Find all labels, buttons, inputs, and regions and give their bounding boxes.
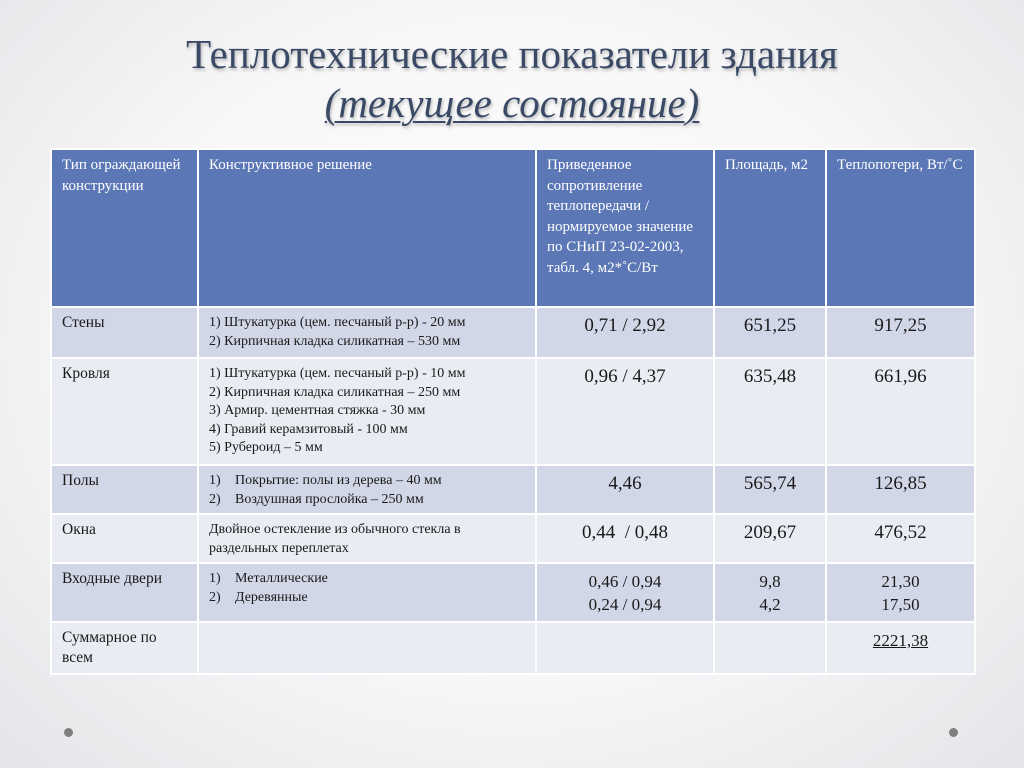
list-number: 2) bbox=[209, 491, 221, 507]
cell-resistance: 0,44 / 0,48 bbox=[536, 514, 714, 563]
list-number: 2) bbox=[209, 589, 221, 605]
layer-item: 5) Рубероид – 5 мм bbox=[209, 440, 323, 455]
cell-type: Входные двери bbox=[51, 563, 198, 622]
title-line-1: Теплотехнические показатели здания bbox=[186, 31, 838, 77]
cell-heat-loss: 661,96 bbox=[826, 358, 975, 465]
layer-item bbox=[209, 472, 525, 491]
value-line: 9,8 bbox=[759, 572, 781, 591]
table-row-walls bbox=[51, 307, 975, 358]
layer-item: 4) Гравий керамзитовый - 100 мм bbox=[209, 421, 408, 437]
table-row-windows bbox=[51, 514, 975, 563]
cell-heat-loss bbox=[826, 563, 975, 622]
cell-area: 209,67 bbox=[714, 514, 826, 563]
layer-item: 2) Кирпичная кладка силикатная – 250 мм bbox=[209, 384, 461, 400]
list-text: Покрытие: полы из дерева – 40 мм bbox=[235, 473, 442, 488]
cell-construction: Двойное остекление из обычного стекла в раздельных переплетах bbox=[198, 514, 536, 563]
layer-item: 2) Кирпичная кладка силикатная – 530 мм bbox=[209, 333, 461, 349]
cell-heat-loss: 126,85 bbox=[826, 465, 975, 514]
value-line: 4,2 bbox=[759, 595, 781, 614]
list-text: Воздушная прослойка – 250 мм bbox=[235, 491, 424, 507]
cell-resistance: 0,96 / 4,37 bbox=[536, 358, 714, 465]
cell-area bbox=[714, 563, 826, 622]
cell-area: 565,74 bbox=[714, 465, 826, 514]
table-row-roof bbox=[51, 358, 975, 465]
table-header-row bbox=[51, 149, 975, 307]
cell-resistance bbox=[536, 563, 714, 622]
cell-type: Полы bbox=[51, 465, 198, 514]
value-line: 17,50 bbox=[881, 595, 920, 614]
value-line: 0,46 / 0,94 bbox=[588, 572, 662, 591]
layer-item bbox=[209, 589, 525, 608]
cell-construction bbox=[198, 358, 536, 465]
layer-item: 1) Штукатурка (цем. песчаный р-р) - 10 мм bbox=[209, 366, 466, 381]
layer-item: 1) Штукатурка (цем. песчаный р-р) - 20 мм bbox=[209, 315, 466, 330]
cell-area: 651,25 bbox=[714, 307, 826, 358]
cell-heat-loss: 476,52 bbox=[826, 514, 975, 563]
slide-title bbox=[0, 30, 1024, 128]
value-line: 0,24 / 0,94 bbox=[588, 595, 662, 614]
table-row-floors bbox=[51, 465, 975, 514]
thermal-indicators-table bbox=[50, 148, 976, 675]
header-area: Площадь, м2 bbox=[714, 149, 826, 307]
cell-construction bbox=[198, 465, 536, 514]
table-row-total bbox=[51, 622, 975, 674]
cell-area: 635,48 bbox=[714, 358, 826, 465]
cell-resistance: 0,71 / 2,92 bbox=[536, 307, 714, 358]
list-number: 1) bbox=[209, 473, 221, 488]
cell-resistance: 4,46 bbox=[536, 465, 714, 514]
header-resistance: Приведенное сопротивление теплопередачи / нормируемое значение по СНиП 23-02-2003, табл. 4, м2*˚С/Вт bbox=[536, 149, 714, 307]
list-text: Деревянные bbox=[235, 589, 308, 605]
bullet-dot-icon bbox=[949, 728, 958, 737]
cell-type: Стены bbox=[51, 307, 198, 358]
cell-construction bbox=[198, 307, 536, 358]
layer-item bbox=[209, 491, 525, 510]
cell-empty bbox=[198, 622, 536, 674]
cell-type: Суммарное по всем bbox=[51, 622, 198, 674]
total-value: 2221,38 bbox=[872, 631, 929, 650]
list-text: Металлические bbox=[235, 571, 328, 586]
layer-item: 3) Армир. цементная стяжка - 30 мм bbox=[209, 403, 426, 418]
header-type: Тип ограждающей конструкции bbox=[51, 149, 198, 307]
table-row-doors bbox=[51, 563, 975, 622]
title-subtitle: (текущее состояние) bbox=[324, 80, 700, 126]
cell-empty bbox=[714, 622, 826, 674]
cell-empty bbox=[536, 622, 714, 674]
thermal-table-container bbox=[50, 148, 974, 675]
header-heat-loss: Теплопотери, Вт/˚С bbox=[826, 149, 975, 307]
bullet-dot-icon bbox=[64, 728, 73, 737]
title-line-2 bbox=[0, 79, 1024, 128]
list-number: 1) bbox=[209, 571, 221, 586]
layer-item bbox=[209, 570, 525, 589]
cell-heat-loss: 917,25 bbox=[826, 307, 975, 358]
header-construction: Конструктивное решение bbox=[198, 149, 536, 307]
value-line: 21,30 bbox=[881, 572, 920, 591]
cell-type: Кровля bbox=[51, 358, 198, 465]
cell-total-heat-loss bbox=[826, 622, 975, 674]
cell-type: Окна bbox=[51, 514, 198, 563]
cell-construction bbox=[198, 563, 536, 622]
